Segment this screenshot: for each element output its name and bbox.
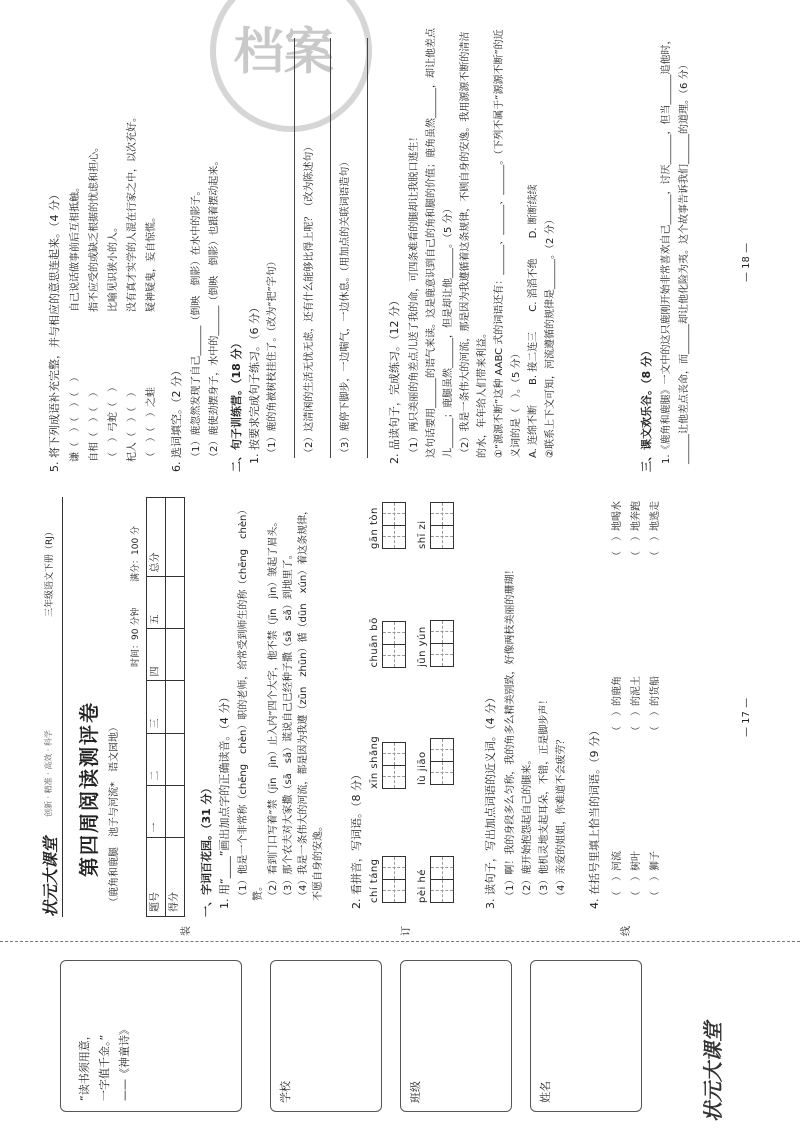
page-subtitle: （鹿角和鹿腿 池子与河流* 语文园地） — [109, 722, 120, 907]
score-h5: 五 — [147, 577, 166, 629]
q3-item: （1）啊！我的身段多么匀称，我的角多么精美别致，好像两枝美丽的珊瑚！ — [505, 564, 516, 901]
char-box[interactable] — [430, 856, 454, 880]
idiom-meaning: 自己说话做事前后互相抵触。 — [70, 182, 81, 312]
char-box[interactable] — [430, 525, 454, 549]
char-box[interactable] — [382, 621, 406, 645]
char-box[interactable] — [430, 643, 454, 667]
s2-item: （2）我是一条伟大的河流，那是因为我遵循着这条规律，不顾自身的安逸。我用源源不断的清洁的水，年年给人们带来利益。 — [460, 31, 488, 458]
s1-item: （3）鹿停下脚步，一边喘气，一边休息。（用加点的关联词语造句） — [340, 156, 351, 458]
answer-line[interactable] — [280, 38, 295, 458]
page-title: 第四周阅读测评卷 — [77, 701, 101, 877]
answer-line[interactable] — [353, 38, 368, 458]
q4-grid — [608, 501, 665, 901]
char-box[interactable] — [382, 879, 406, 903]
score-h1: 一 — [147, 785, 166, 837]
pinyin-1: chí táng — [369, 858, 380, 903]
page-18 — [40, 22, 760, 472]
idiom-left[interactable]: （ ）弓蛇（ ） — [108, 382, 119, 462]
s1: 1. 按要求完成句子练习。（6 分） — [248, 302, 261, 464]
s2-item: ①“源源不断”这种 AABC 式的词语还有：______、______、______。（下列不属于“源源不断”的近义词的是（ ）。（5 分） — [494, 29, 522, 458]
q3-item: （4）亲爱的姐姐，你难道不会疲劳？ — [556, 734, 567, 901]
side-mark-3: 线 — [621, 926, 632, 936]
score-cell[interactable] — [166, 629, 185, 681]
cut-line — [0, 941, 800, 942]
time-label: 时间：90 分钟 — [131, 607, 141, 667]
s2-item: ②联系上下文可知，河流遵循的规律是______。（2 分） — [545, 214, 556, 458]
s2-options[interactable]: A. 连绵不断 B. 接二连三 C. 滔滔不绝 D. 断断续续 — [528, 184, 539, 458]
s2: 2. 品读句子，完成练习。（12 分） — [388, 295, 401, 464]
char-box[interactable] — [430, 738, 454, 762]
field-name-label: 姓名 — [539, 1081, 552, 1103]
page-number-17: — 17 — — [741, 697, 752, 737]
char-box[interactable] — [382, 742, 406, 766]
q1-item: （2）看到门口写着“禁（jīn jìn）止入内”四个大字，他不禁（jīn jìn）皱起了眉头。 — [268, 516, 279, 901]
s1-items — [266, 28, 368, 458]
header-tags: 创新 · 精准 · 高效 · 科学 — [44, 730, 53, 817]
char-box[interactable] — [382, 644, 406, 668]
field-class-label: 班级 — [409, 1081, 422, 1103]
field-school-label: 学校 — [279, 1081, 292, 1103]
r1: 1.《鹿角和鹿腿》一文中的这只鹿刚开始非常喜欢自己______，讨厌______，但当______追他时，______让他差点丧命，而______却让他化险为夷。这个故事告诉我们______的道理。（6 分） — [661, 34, 690, 464]
q4-cell[interactable]: （ ）的货船 — [650, 676, 661, 736]
score-r0: 得分 — [166, 837, 185, 916]
answer-line[interactable] — [316, 38, 331, 458]
s1-item: （1）鹿的角被树枝挂住了。（改为“把”字句） — [267, 256, 278, 458]
q4-cell[interactable]: （ ）的泥土 — [631, 676, 642, 736]
idiom-meaning: 没有真才实学的人混在行家之中，以次充好。 — [127, 112, 138, 312]
poem-line-3: ——《神童诗》 — [117, 1024, 131, 1101]
q1: 1. 用“____”画出加点字的正确读音。（4 分） — [218, 691, 231, 909]
score-cell[interactable] — [166, 498, 185, 577]
stamp-text: 档案 — [233, 22, 334, 81]
q1-items — [236, 497, 326, 901]
q2: 2. 看拼音，写词语。（8 分） — [350, 769, 363, 909]
brand-logo-side: 状元大课堂 — [701, 1022, 725, 1122]
poem-line-2: 一字值千金。” — [97, 1034, 111, 1101]
q3-item: （2）鹿开始抱怨起自己的腿来。 — [522, 754, 533, 901]
idiom-meaning: 比喻见识狭小的人。 — [108, 222, 119, 312]
q6-item: （2）鹿使劲摆身子，水中的______（倒映 倒影）也跟着摆动起来。 — [209, 155, 220, 462]
field-name[interactable] — [530, 960, 642, 1112]
pinyin-6: lù jiāo — [417, 751, 429, 785]
side-mark-2: 订 — [401, 926, 412, 936]
q6-items — [188, 32, 224, 462]
q3: 3. 读句子，写出加点词语的近义词。（4 分） — [484, 692, 497, 909]
section-3: 三、课文欢乐谷。（8 分） — [640, 345, 653, 472]
q1-item: （4）我是一条伟大的河流，都是因为我遵（zūn zhūn）循（dūn xún）着这条规律，不愿自身的安逸。 — [298, 504, 324, 901]
s2-item: 这句话要用______的语气来读。这是鹿意识到自己的角和腿的价值；鹿角虽然______，却让他差点儿______；鹿腿虽然______，但是却让他______。（5 分） — [426, 28, 454, 458]
poem-box — [60, 960, 242, 1112]
q6-item: （1）鹿忽然发现了自己______（倒映 倒影）在水中的影子。 — [191, 185, 202, 462]
q4-cell[interactable]: （ ）地奔跑 — [631, 501, 642, 561]
score-h3: 三 — [147, 681, 166, 733]
page-17 — [40, 497, 760, 917]
s2-item: （1）两只美丽的角差点儿送了我的命，可四条难看的腿却让我脱口逃生！ — [409, 131, 420, 458]
q4-cell[interactable]: （ ）的鹿角 — [612, 676, 623, 736]
score-cell[interactable] — [166, 733, 185, 785]
pinyin-5: pèi hé — [417, 869, 429, 903]
q4-cell[interactable]: （ ）地逃走 — [650, 501, 661, 561]
q4-cell[interactable]: （ ）树叶 — [631, 851, 642, 901]
header-brand: 状元大课堂 — [41, 836, 60, 917]
q4-cell[interactable]: （ ）河流 — [612, 851, 623, 901]
q3-item: （3）他机灵地支起耳朵，不错，正是脚步声！ — [539, 694, 550, 901]
idiom-left[interactable]: 谦（ ）（ ）（ ） — [70, 372, 81, 462]
page-number-18: — 18 — — [741, 242, 752, 282]
idiom-meaning: 疑神疑鬼，妄自惊慌。 — [146, 212, 157, 312]
pinyin-3: chuān bō — [369, 617, 380, 668]
char-box[interactable] — [430, 620, 454, 644]
pinyin-7: jūn yún — [417, 626, 429, 667]
full-score: 满分：100 分 — [131, 525, 141, 582]
header-rule — [62, 497, 63, 917]
q1-item: （1）他是一个非常称（chēng chèn）职的老师，给常受到师生的称（chēng chèn）赞。 — [238, 504, 264, 901]
idiom-meaning: 指不应受的或缺乏根据的忧虑和担心。 — [89, 142, 100, 312]
q4-cell[interactable]: （ ）狮子 — [650, 851, 661, 901]
pinyin-grid — [368, 497, 459, 903]
score-h0: 题号 — [147, 837, 166, 916]
side-mark-1: 装 — [181, 926, 192, 936]
field-class[interactable] — [400, 960, 512, 1112]
q4-cell[interactable]: （ ）地喝水 — [612, 501, 623, 561]
char-box[interactable] — [382, 502, 406, 526]
idiom-left[interactable]: （ ）（ ）之蛙 — [146, 387, 157, 462]
header-book: 三年级语文下册（RJ） — [45, 527, 55, 617]
pinyin-8: shī zi — [417, 520, 429, 549]
binding-strip — [0, 926, 800, 1132]
q5-table — [66, 32, 161, 462]
q1-item: （3）那个农夫对大家撒（sā sǎ）谎说自己已经种子撒（sā sǎ）到地里了。 — [283, 549, 294, 901]
char-box[interactable] — [430, 761, 454, 785]
char-box[interactable] — [382, 525, 406, 549]
char-box[interactable] — [382, 856, 406, 880]
score-h2: 二 — [147, 733, 166, 785]
section-1: 一、字词百花园。（31 分） — [200, 782, 213, 917]
q3-items — [502, 497, 570, 901]
field-school[interactable] — [270, 960, 382, 1112]
poem-line-1: “读书须用意， — [78, 1029, 91, 1101]
score-table — [146, 497, 185, 917]
q5: 5. 将下列成语补充完整，并与相应的意思连起来。（4 分） — [48, 189, 61, 472]
score-h6: 总分 — [147, 498, 166, 577]
char-box[interactable] — [430, 502, 454, 526]
s2-items — [406, 28, 559, 458]
score-cell[interactable] — [166, 681, 185, 733]
q4: 4. 在括号里填上恰当的词语。（9 分） — [588, 725, 601, 909]
idiom-left[interactable]: 自相（ ）（ ） — [89, 387, 100, 462]
pinyin-4: gān tòn — [369, 507, 380, 550]
char-box[interactable] — [382, 765, 406, 789]
q6: 6. 选词填空。（2 分） — [170, 365, 183, 472]
s1-item: （2）这清闲的生活无忧无虑，还有什么能够比得上呢？（改为陈述句） — [303, 141, 315, 458]
score-cell[interactable] — [166, 785, 185, 837]
section-2: 二、句子训练营。（18 分） — [230, 337, 243, 472]
score-cell[interactable] — [166, 577, 185, 629]
char-box[interactable] — [430, 879, 454, 903]
idiom-left[interactable]: 杞人（ ）（ ） — [127, 387, 138, 462]
pinyin-2: xīn shǎng — [369, 735, 380, 789]
score-h4: 四 — [147, 629, 166, 681]
